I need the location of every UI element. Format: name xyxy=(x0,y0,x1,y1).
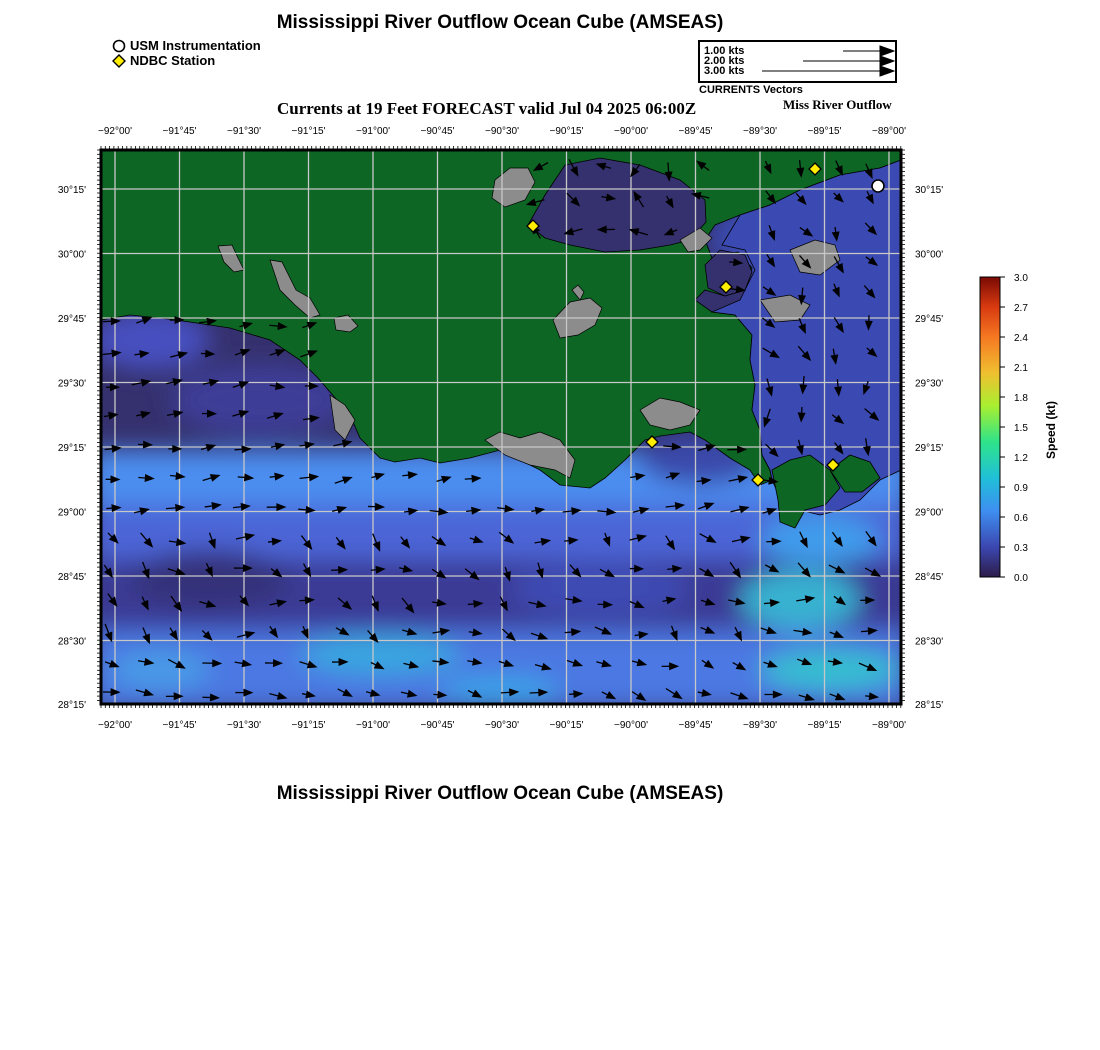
tick-label: −91°45' xyxy=(162,126,197,137)
tick-label: 28°45' xyxy=(915,572,944,583)
lon-ticks-bottom xyxy=(98,720,906,731)
tick-label: 28°15' xyxy=(57,700,86,711)
page-title: Mississippi River Outflow Ocean Cube (AMSEAS) xyxy=(276,12,724,33)
tick-label: 28°15' xyxy=(915,700,944,711)
tick-label: −90°15' xyxy=(549,720,584,731)
vector-key-row: 2.00 kts xyxy=(704,55,745,67)
tick-label: −91°15' xyxy=(291,720,326,731)
tick-label: 28°30' xyxy=(915,636,944,648)
lat-ticks-left xyxy=(58,185,86,711)
tick-label: 29°15' xyxy=(915,443,944,454)
tick-label: −89°30' xyxy=(743,126,777,137)
tick-label: −89°30' xyxy=(743,720,777,731)
tick-label: 30°00' xyxy=(57,249,86,261)
tick-label: −90°30' xyxy=(485,720,519,731)
footer-title: Mississippi River Outflow Ocean Cube (AMSEAS) xyxy=(276,783,724,804)
tick-label: 29°00' xyxy=(915,507,944,519)
tick-label: 30°00' xyxy=(915,249,944,261)
tick-label: −90°30' xyxy=(485,126,519,137)
tick-label: 29°45' xyxy=(915,314,944,325)
tick-label: −91°45' xyxy=(162,720,197,731)
tick-label: −91°00' xyxy=(356,126,390,137)
colorbar-tick-label: 2.1 xyxy=(1014,363,1028,374)
vector-key-row: 1.00 kts xyxy=(704,45,745,57)
colorbar-tick-label: 0.3 xyxy=(1014,543,1028,554)
tick-label: −90°00' xyxy=(614,126,648,137)
tick-label: −89°00' xyxy=(872,720,906,731)
usm-station-marker xyxy=(872,180,884,192)
lat-ticks-right xyxy=(915,185,943,711)
vector-key-row: 3.00 kts xyxy=(704,65,745,77)
tick-label: −92°00' xyxy=(98,720,132,731)
colorbar-ticks xyxy=(1000,273,1028,584)
colorbar-tick-label: 0.9 xyxy=(1014,483,1028,494)
speed-colorbar xyxy=(970,270,1070,590)
lon-ticks-top xyxy=(98,126,906,137)
colorbar-tick-label: 1.5 xyxy=(1014,423,1028,434)
tick-label: 30°15' xyxy=(57,185,86,196)
tick-label: 29°00' xyxy=(57,507,86,519)
tick-label: 30°15' xyxy=(915,185,944,196)
tick-label: −89°00' xyxy=(872,126,906,137)
tick-label: −91°00' xyxy=(356,720,390,731)
colorbar-tick-label: 0.0 xyxy=(1014,573,1028,584)
colorbar-tick-label: 1.8 xyxy=(1014,393,1028,404)
ndbc-legend-label: NDBC Station xyxy=(130,53,216,68)
tick-label: 28°30' xyxy=(57,636,86,648)
colorbar-tick-label: 1.2 xyxy=(1014,453,1028,464)
region-label: Miss River Outflow xyxy=(783,97,892,112)
tick-label: −89°45' xyxy=(678,126,713,137)
colorbar-gradient xyxy=(980,277,1000,577)
tick-label: 29°30' xyxy=(57,378,86,390)
tick-label: −91°30' xyxy=(227,126,261,137)
colorbar-tick-label: 0.6 xyxy=(1014,513,1028,524)
tick-label: −90°00' xyxy=(614,720,648,731)
usm-legend-label: USM Instrumentation xyxy=(130,38,261,53)
tick-label: 28°45' xyxy=(57,572,86,583)
vector-key-caption: CURRENTS Vectors xyxy=(699,84,803,96)
colorbar-tick-label: 2.7 xyxy=(1014,303,1028,314)
tick-label: −91°30' xyxy=(227,720,261,731)
colorbar-label: Speed (kt) xyxy=(1044,400,1058,460)
map-subtitle: Currents at 19 Feet FORECAST valid Jul 04 2025 06:00Z xyxy=(277,99,697,118)
tick-label: −90°45' xyxy=(420,126,455,137)
tick-label: −89°15' xyxy=(807,126,842,137)
colorbar-tick-label: 2.4 xyxy=(1014,333,1028,344)
tick-label: −90°15' xyxy=(549,126,584,137)
tick-label: 29°15' xyxy=(57,443,86,454)
tick-label: −90°45' xyxy=(420,720,455,731)
tick-label: −91°15' xyxy=(291,126,326,137)
tick-label: 29°45' xyxy=(57,314,86,325)
tick-label: −92°00' xyxy=(98,126,132,137)
tick-label: 29°30' xyxy=(915,378,944,390)
colorbar-tick-label: 3.0 xyxy=(1014,273,1028,284)
tick-label: −89°15' xyxy=(807,720,842,731)
tick-label: −89°45' xyxy=(678,720,713,731)
